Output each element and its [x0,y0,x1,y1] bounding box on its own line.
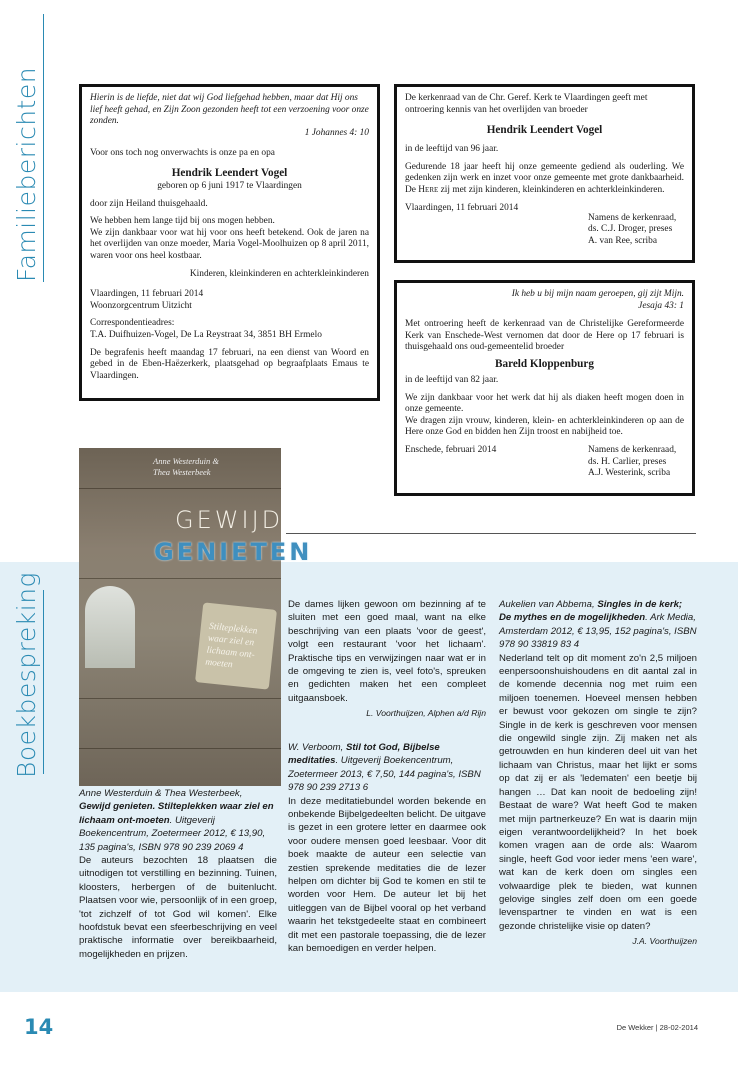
review-body: De dames lijken gewoon om bezinning af te sluiten met een goed maal, want na elke beschrijving van een plaats 'voor de geest', volgt een restaurant 'voor het lichaam'. Praktische tips en verwijzingen naar wat er in de omgeving te zien is, veel foto's, spreuken en gedichten maken het een compleet uitgaansboek. [288,599,486,704]
place-date: Vlaardingen, 11 februari 2014 [90,289,204,300]
sign-line: Namens de kerkenraad, [588,212,677,223]
age-info: in de leeftijd van 82 jaar. [405,374,499,385]
notice-paragraph: We zijn dankbaar voor het werk dat hij als diaken heeft mogen doen in onze gemeente. [405,392,684,415]
signature-row [405,203,684,248]
notice-intro: De kerkenraad van de Chr. Geref. Kerk te Vlaardingen geeft met ontroering kennis van het overlijden van broeder [405,93,648,115]
family-section-line [43,14,44,282]
cover-title-line2: GENIETEN [154,538,313,566]
residence: Woonzorgcentrum Uitzicht [90,300,192,311]
review-meta: W. Verboom, Stil tot God, Bijbelse meditaties. Uitgeverij Boekencentrum, Zoetermeer 2013, € 7,50, 144 pagina's, ISBN 978 90 239 2713 6 [288,742,481,794]
notice-paragraph: We hebben hem lange tijd bij ons mogen hebben. [90,216,275,227]
notice-paragraph: We dragen zijn vrouw, kinderen, klein- en achterkleinkinderen op aan de Here onze God en bidden hen Zijn troost en nabijheid toe. [405,415,684,438]
family-notice-vogel-church [394,84,695,263]
family-notice-kloppenburg [394,280,695,496]
notice-paragraph: Gedurende 18 jaar heeft hij onze gemeente gediend als ouderling. We gedenken zijn werk en inzet voor onze gemeente met grote dankbaarheid. De Here zij met zijn kinderen, kleinkinderen en achterkleinkinderen. [405,161,684,195]
section-label-boekbespreking: Boekbespreking [12,571,41,778]
correspondence-address: T.A. Duifhuizen-Vogel, De La Reystraat 34, 3851 BH Ermelo [90,329,322,340]
sign-line: A.J. Westerink, scriba [588,468,671,479]
sign-line: Namens de kerkenraad, [588,444,677,455]
review-signature: L. Voorthuijzen, Alphen a/d Rijn [366,708,486,719]
cover-authors: Anne Westerduin & Thea Westerbeek [153,456,219,477]
review-body: De auteurs bezochten 18 plaatsen die uitnodigen tot verstilling en bezinning. Tuinen, kloosters, herbergen of de buitenlucht. Plaatsen voor wie, persoonlijk of in een groep, 'tot zichzelf of tot God wil komen'. Elke hoofdstuk bevat een sfeerbeschrijving en veel praktische informatie over bereikbaarheid, mogelijkheden en prijzen. [79,855,277,960]
sign-line: ds. C.J. Droger, preses [588,224,673,235]
sign-line: A. van Ree, scriba [588,235,657,246]
notice-intro: Voor ons toch nog onverwachts is onze pa en opa [90,148,275,159]
reviews-section-line [43,590,44,774]
review-gewijd-genieten-cont [288,598,486,721]
signature-row [405,445,684,480]
correspondence-label: Correspondentieadres: [90,318,175,329]
notice-quote-ref: Jesaja 43: 1 [638,300,684,311]
page-number: 14 [24,1015,54,1039]
cover-tag-text: Stilteplekken waar ziel en lichaam ont-moeten [204,621,258,671]
notice-paragraph: We zijn dankbaar voor wat hij voor ons heeft betekend. Ook de jaren na het overlijden van onze moeder, Maria Vogel-Moolhuizen op 8 april 2011, waren voor ons heel kostbaar. [90,227,369,261]
section-divider [286,533,696,534]
review-body: In deze meditatiebundel worden bekende en onbekende Bijbelgedeelten belicht. De uitgave is gezet in een grotere letter en daarmee ook voor oudere mensen goed leesbaar. Voor dit boek maakte de auteur een selectie van zestien sprekende meditaties die de lezer helpen om dichter bij God te komen en stil te worden voor Hem. De auteur let bij het uitleggen van de Bijbel vooral op het verband waarin het tekstgedeelte staat en combineert dit met een pastorale toepassing, die de lezer kan bemoedigen en verder helpen. [288,795,486,955]
family-signature: Kinderen, kleinkinderen en achterkleinkinderen [189,268,369,279]
section-label-familieberichten: Familieberichten [12,66,41,282]
place-date: Enschede, februari 2014 [405,444,497,455]
review-signature: J.A. Voorthuijzen [632,936,697,947]
deceased-name: Hendrik Leendert Vogel [171,166,288,179]
notice-quote: Ik heb u bij mijn naam geroepen, gij zijt Mijn. [511,289,684,299]
place-date: Vlaardingen, 11 februari 2014 [405,202,519,213]
review-meta: Aukelien van Abbema, Singles in de kerk; De mythes en de mogelijkheden. Ark Media, Amsterdam 2012, € 13,95, 152 pagina's, ISBN 978 90 33819 83 4 [499,599,697,651]
review-singles-in-de-kerk [499,598,697,949]
age-info: in de leeftijd van 96 jaar. [405,144,499,155]
notice-quote: Hierin is de liefde, niet dat wij God liefgehad hebben, maar dat Hij ons lief heeft gehad, en Zijn Zoon gezonden heeft tot een verzoening voor onze zonden. [90,93,369,127]
sign-line: ds. H. Carlier, preses [588,456,667,467]
funeral-info: De begrafenis heeft maandag 17 februari, na een dienst van Woord en gebed in de Eben-Haëzerkerk, plaatsgehad op begraafplaats Emaus te Vlaardingen. [90,347,369,381]
cover-window-image [85,586,135,668]
book-cover-image [79,448,313,786]
birth-info: geboren op 6 juni 1917 te Vlaardingen [157,180,302,191]
review-stil-tot-god [288,741,486,956]
notice-quote-ref: 1 Johannes 4: 10 [304,127,369,138]
death-info: door zijn Heiland thuisgehaald. [90,198,208,209]
deceased-name: Bareld Kloppenburg [495,357,594,370]
review-meta: Anne Westerduin & Thea Westerbeek, Gewijd genieten. Stilteplekken waar ziel en lichaam ont-moeten. Uitgeverij Boekencentrum, Zoetermeer 2012, € 13,90, 135 pagina's, ISBN 978 90 239 2069 4 [79,788,274,853]
review-gewijd-genieten [79,787,277,961]
notice-intro: Met ontroering heeft de kerkenraad van de Christelijke Gereformeerde Kerk van Enschede-West vernomen dat door de Here op 17 februari is thuisgehaald ons oud-gemeentelid broeder [405,319,684,353]
deceased-name: Hendrik Leendert Vogel [486,124,603,137]
family-notice-vogel-family [79,84,380,401]
cover-title-line1: GEWIJD [175,506,284,534]
footer-masthead: De Wekker | 28-02-2014 [616,1023,698,1032]
review-body: Nederland telt op dit moment zo'n 2,5 miljoen eenpersoonshuishoudens en dit aantal zal in de komende decennia nog met ruim een miljoen toenemen. Hoeveel mensen hebben er bewust voor gekozen om single te zijn? Single in de kerk is geschreven voor mensen die ongewild single zijn. Zij maken net als getrouwden en hun kinderen deel uit van het lichaam van Christus, maar het lijkt er soms op dat zij er als 'ledematen' een beetje bij hangen … Dat kan nooit de bedoeling zijn! Bestaat de ware? Wat heeft God te maken met mijn partnerkeuze? En wat is daarin mijn eigen verantwoordelijkheid? In het boek komen vragen aan de orde als: Waarom single, heeft God voor ieder mens 'een ware', wat kan de kerk doen om singles een volwaardige plek te bieden, wat kunnen gelovige singles zelf doen om een goede levenspartner te vinden en wat is een gezonde christelijke visie op daten? [499,652,697,932]
